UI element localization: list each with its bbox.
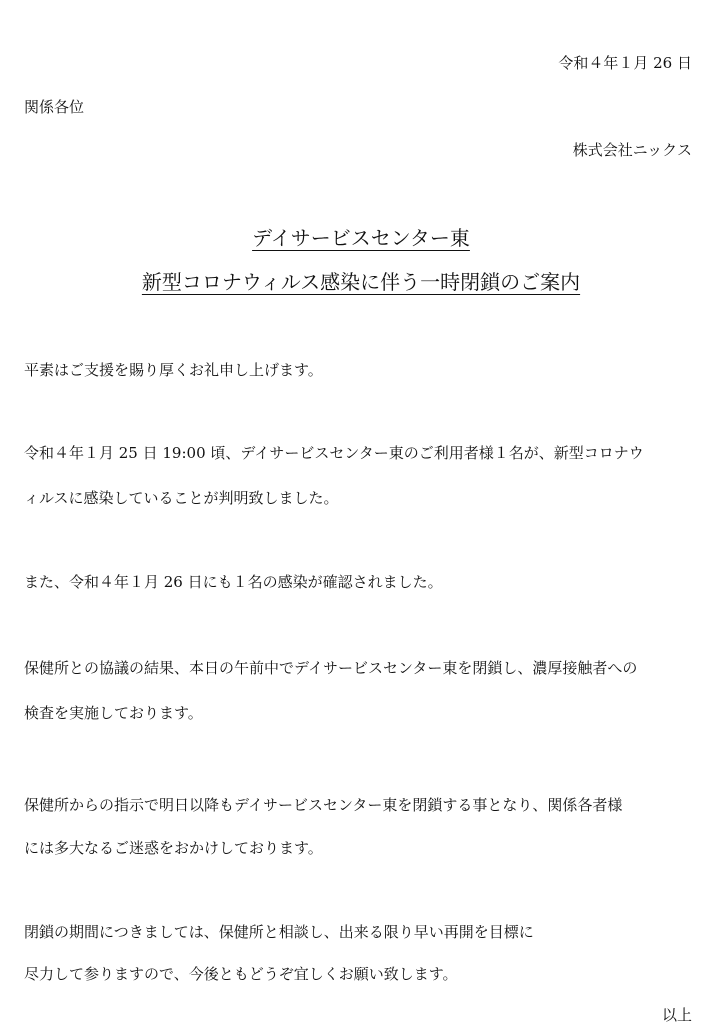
closing-remark: 以上: [661, 1006, 692, 1024]
document-date: 令和４年１月 26 日: [558, 54, 692, 72]
paragraph-1-line-2: ィルスに感染していることが判明致しました。: [24, 489, 339, 507]
title-line-1: [0, 224, 722, 252]
paragraph-5-line-1: 閉鎖の期間につきましては、保健所と相談し、出来る限り早い再開を目標に: [24, 923, 534, 941]
title-line-2-text: 新型コロナウィルス感染に伴う一時閉鎖のご案内: [141, 270, 581, 294]
title-line-2: [0, 268, 722, 296]
title-line-1-text: デイサービスセンター東: [252, 226, 470, 250]
greeting-paragraph: 平素はご支援を賜り厚くお礼申し上げます。: [24, 361, 323, 379]
addressee: 関係各位: [24, 98, 85, 116]
paragraph-3-line-2: 検査を実施しております。: [24, 704, 203, 722]
paragraph-4-line-1: 保健所からの指示で明日以降もデイサービスセンター東を閉鎖する事となり、関係各者様: [24, 796, 623, 814]
company-name: 株式会社ニックス: [572, 141, 692, 159]
paragraph-5-line-2: 尽力して参りますので、今後ともどうぞ宜しくお願い致します。: [24, 965, 458, 983]
paragraph-1-line-1: 令和４年１月 25 日 19:00 頃、デイサービスセンター東のご利用者様１名が、新型コロナウ: [24, 444, 644, 462]
paragraph-4-line-2: には多大なるご迷惑をおかけしております。: [24, 839, 323, 857]
paragraph-2-line-1: また、令和４年１月 26 日にも１名の感染が確認されました。: [24, 573, 443, 591]
paragraph-3-line-1: 保健所との協議の結果、本日の午前中でデイサービスセンター東を閉鎖し、濃厚接触者への: [24, 659, 638, 677]
